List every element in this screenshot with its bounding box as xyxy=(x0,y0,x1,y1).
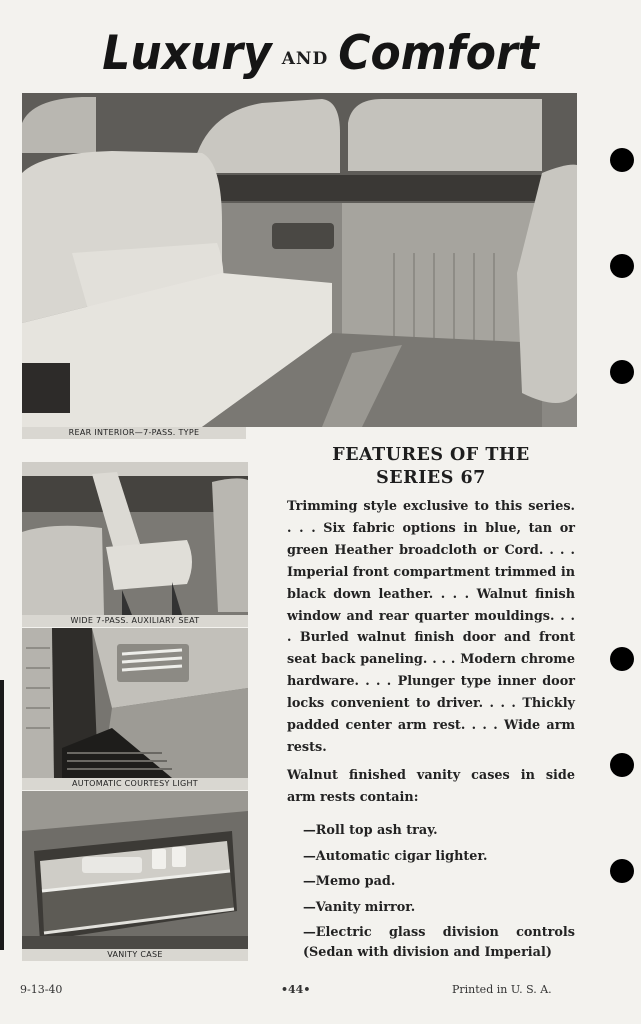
rear-interior-photo xyxy=(22,93,577,427)
list-item: —Electric glass division controls (Sedan with division and Imperial) xyxy=(303,925,575,960)
binder-hole-icon xyxy=(610,859,634,883)
footer-page-number: •44• xyxy=(281,983,311,996)
vanity-case-photo xyxy=(22,791,248,949)
binder-hole-icon xyxy=(610,753,634,777)
footer-date: 9-13-40 xyxy=(20,983,63,996)
title-comfort: Comfort xyxy=(338,25,539,82)
page-title xyxy=(0,25,641,82)
list-item: —Vanity mirror. xyxy=(303,899,416,915)
vanity-case-illustration xyxy=(22,791,248,949)
footer-printed: Printed in U. S. A. xyxy=(452,983,552,996)
features-paragraph-2: Walnut finished vanity cases in side arm rests contain: xyxy=(287,768,575,805)
vanity-case-contents-list xyxy=(303,818,575,960)
auxiliary-seat-illustration xyxy=(22,462,248,615)
features-heading-line-1: FEATURES OF THE xyxy=(332,445,530,465)
auxiliary-seat-photo xyxy=(22,462,248,615)
courtesy-light-illustration xyxy=(22,628,248,778)
rear-interior-illustration xyxy=(22,93,577,427)
auxiliary-seat-caption: WIDE 7-PASS. AUXILIARY SEAT xyxy=(22,615,248,627)
features-paragraph-1: Trimming style exclusive to this series. . . . Six fabric options in blue, tan or green Heather broadcloth or Cord. . . . Imperial front compartment trimmed in black down leather. . . . Walnut finish window and rear quarter mouldings. . . . Burled walnut finish door and front seat back paneling. . . . Modern chrome hardware. . . . Plunger type inner door locks convenient to driver. . . . Thickly padded center arm rest. . . . Wide arm rests. xyxy=(287,499,575,755)
list-item: —Memo pad. xyxy=(303,874,396,889)
rear-interior-caption: REAR INTERIOR—7-PASS. TYPE xyxy=(22,427,246,439)
title-and: AND xyxy=(281,49,329,69)
courtesy-light-photo xyxy=(22,628,248,778)
binder-hole-icon xyxy=(610,647,634,671)
courtesy-light-caption: AUTOMATIC COURTESY LIGHT xyxy=(22,778,248,790)
binder-hole-icon xyxy=(610,148,634,172)
list-item: —Roll top ash tray. xyxy=(303,823,438,838)
page-edge-shadow xyxy=(0,680,4,950)
features-heading-line-2: SERIES 67 xyxy=(376,468,486,488)
title-luxury: Luxury xyxy=(102,25,272,82)
vanity-case-caption: VANITY CASE xyxy=(22,949,248,961)
binder-hole-icon xyxy=(610,254,634,278)
features-heading xyxy=(286,444,576,490)
list-item: —Automatic cigar lighter. xyxy=(303,848,488,864)
binder-hole-icon xyxy=(610,360,634,384)
